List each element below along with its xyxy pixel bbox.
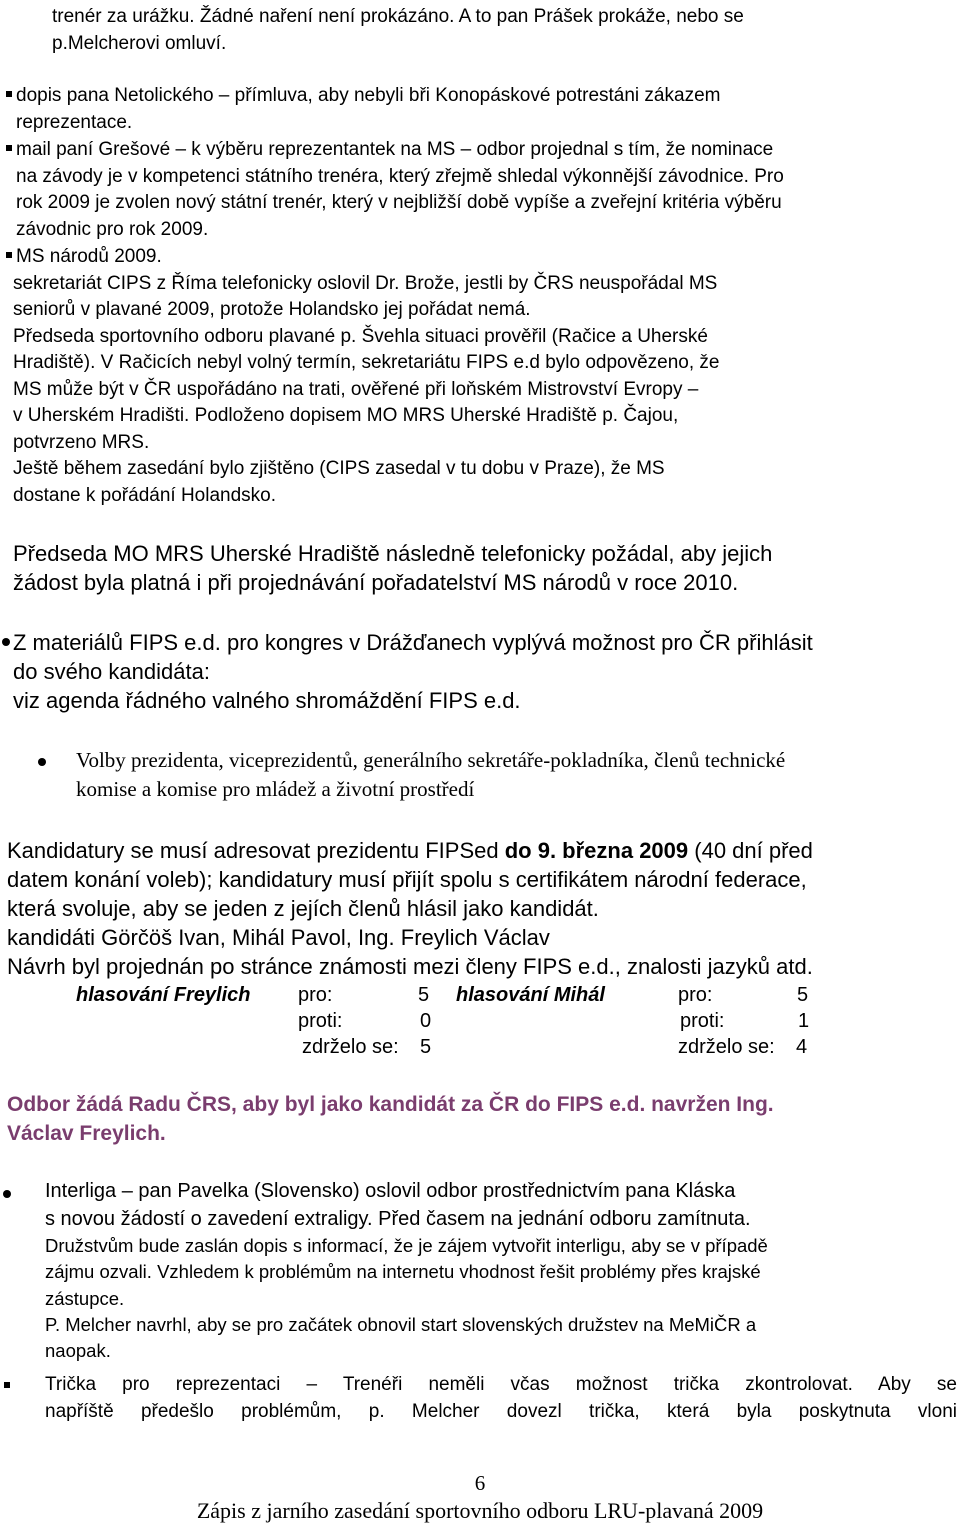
bullet-netolicky: dopis pana Netolického – přímluva, aby nebyli bři Konopáskové potrestáni zákazem reprezentace. [16,85,721,133]
square-bullet-icon [6,252,12,258]
paragraph-tricka: Trička pro reprezentaci – Trenéři neměli včas možnost trička zkontrolovat. Aby se napříště předešlo problémům, p. Melcher dovezl trička, která byla poskytnuta vloni [45,1374,957,1422]
round-bullet-icon [3,1190,11,1198]
square-bullet-icon [4,1382,10,1388]
square-bullet-icon [6,91,12,97]
bullet-ms-narodu: MS národů 2009. sekretariát CIPS z Říma telefonicky oslovil Dr. Brože, jestli by ČRS neuspořádal MS seniorů v plavané 2009, protože Holandsko jej pořádat nemá. Předseda sportovního odboru plavané p. Švehla situaci prověřil (Račice a Uherské Hradiště). V Račicích nebyl volný termín, sekretariátu FIPS e.d bylo odpovězeno, že MS může být v ČR uspořádáno na trati, ověřené při loňském Mistrovství Evropy – v Uherském Hradišti. Podloženo dopisem MO MRS Uherské Hradiště p. Čajou, potvrzeno MRS. Ještě během zasedání bylo zjištěno (CIPS zasedal v tu dobu v Praze), že MS dostane k pořádání Holandsko. [13,246,720,506]
vote-label-mihal: hlasování Mihál [456,984,605,1006]
vote-mihal-pro: 5 [797,984,809,1006]
paragraph-interliga: Interliga – pan Pavelka (Slovensko) oslovil odbor prostřednictvím pana Kláska s novou žádostí o zavedení extraligy. Před časem na jednání odboru zamítnuta. Družstvům bude zaslán dopis s informací, že je zájem vytvořit interligu, aby se v případě zájmu ozvali. Vzhledem k problémům na internetu vhodnost řešit problémy přes krajské zástupce. P. Melcher navrhl, aby se pro začátek obnovil start slovenských družstev na MeMiČR a naopak. [45,1180,768,1362]
paragraph-fips-candidate: Z materiálů FIPS e.d. pro kongres v Drážďanech vyplývá možnost pro ČR přihlásit do svého kandidáta: viz agenda řádného valného shromáždění FIPS e.d. [13,630,813,713]
vote-freylich-zdrzelo: 5 [420,1036,432,1058]
vote-mihal-zdrzelo: 4 [796,1036,808,1058]
page-number: 6 [474,1471,486,1495]
paragraph-candidatures: Kandidatury se musí adresovat prezidentu FIPSed do 9. března 2009 (40 dní před datem konání voleb); kandidatury musí přijít spolu s certifikátem národní federace, která svoluje, aby se jeden z jejích členů hlásil jako kandidát. kandidáti Görčöš Ivan, Mihál Pavol, Ing. Freylich Václav Návrh byl projednán po stránce známosti mezi členy FIPS e.d., znalosti jazyků atd. [7,838,813,979]
square-bullet-icon [6,145,12,151]
deadline-date: do 9. března 2009 [504,838,689,863]
bullet-gresova: mail paní Grešové – k výběru reprezentantek na MS – odbor projednal s tím, že nominace na závody je v kompetenci státního trenéra, který zřejmě shledal výkonnější závodnice. Pro rok 2009 je zvolen nový státní trenér, který v nejbližší době vypíše a zveřejní kritéria výběru závodnic pro rok 2009. [16,139,784,240]
paragraph-elections: Volby prezidenta, viceprezidentů, generálního sekretáře-pokladníka, členů technické komise a komise pro mládež a životní prostředí [76,748,786,801]
paragraph-request-2010: Předseda MO MRS Uherské Hradiště následně telefonicky požádal, aby jejich žádost byla platná i při projednávání pořadatelství MS národů v roce 2010. [13,541,773,595]
footer-title: Zápis z jarního zasedání sportovního odboru LRU-plavaná 2009 [196,1498,764,1523]
vote-mihal-proti: 1 [798,1010,810,1032]
vote-freylich-proti: 0 [420,1010,432,1032]
continuation-paragraph: trenér za urážku. Žádné naření není prokázáno. A to pan Prášek prokáže, nebo se p.Melcherovi omluví. [52,6,744,54]
vote-freylich-pro: 5 [418,984,430,1006]
vote-label-freylich: hlasování Freylich [76,984,251,1006]
round-bullet-icon [38,758,46,766]
resolution-text: Odbor žádá Radu ČRS, aby byl jako kandidát za ČR do FIPS e.d. navržen Ing. Václav Freylich. [7,1093,774,1145]
round-bullet-icon [2,638,10,646]
